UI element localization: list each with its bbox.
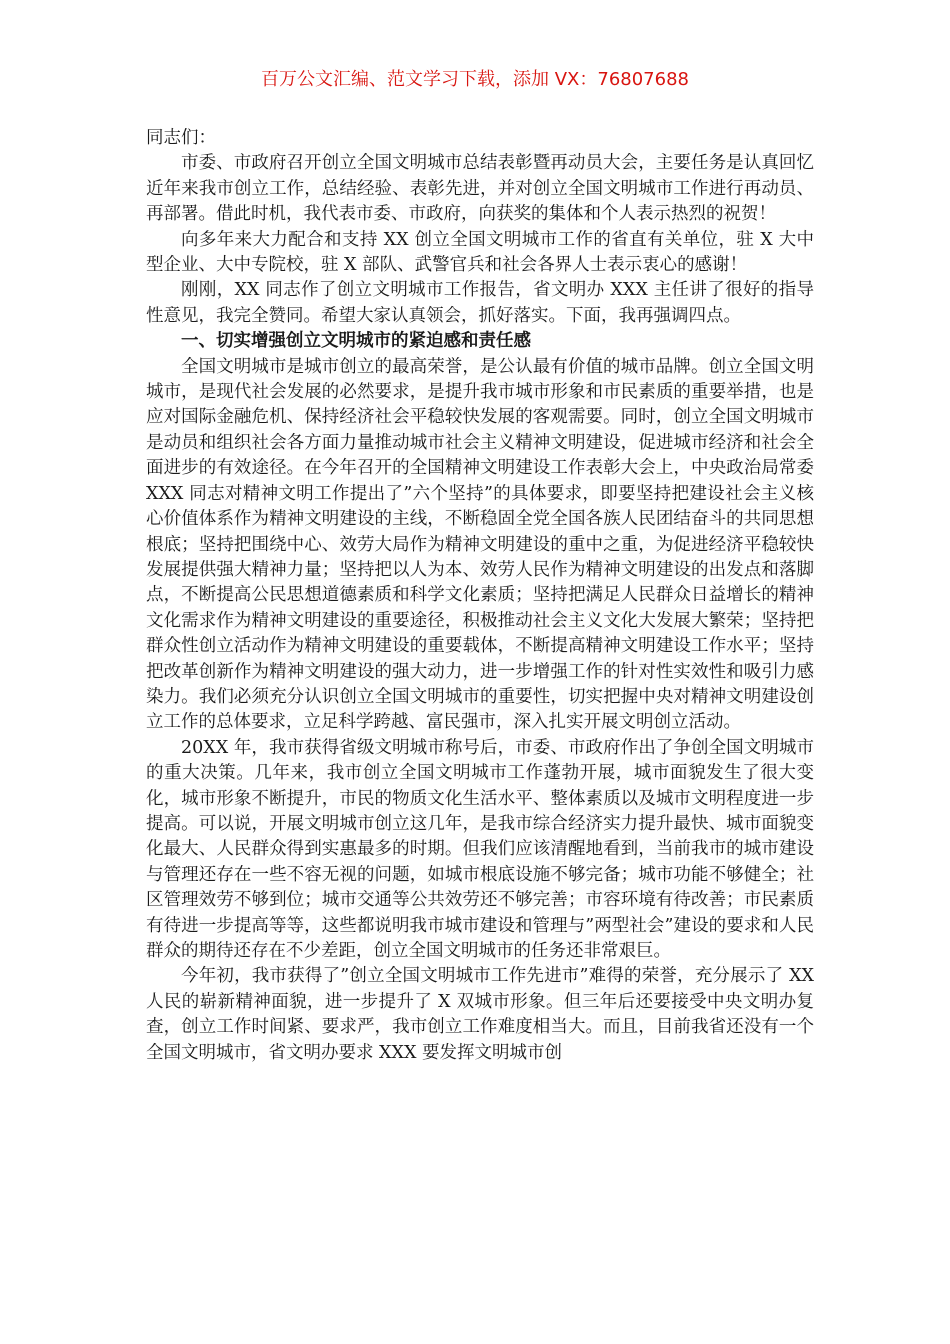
paragraph-thanks: 向多年来大力配合和支持 XX 创立全国文明城市工作的省直有关单位，驻 X 大中型企业、大中专院校，驻 X 部队、武警官兵和社会各界人士表示衷心的感谢！ — [146, 229, 814, 276]
paragraph-opening: 市委、市政府召开创立全国文明城市总结表彰暨再动员大会，主要任务是认真回忆近年来我市创立工作，总结经验、表彰先进，并对创立全国文明城市工作进行再动员、再部署。借此时机，我代表市委、市政府，向获奖的集体和个人表示热烈的祝贺！ — [146, 153, 814, 225]
paragraph-agreement: 刚刚，XX 同志作了创立文明城市工作报告，省文明办 XXX 主任讲了很好的指导性意见，我完全赞同。希望大家认真领会，抓好落实。下面，我再强调四点。 — [146, 280, 814, 326]
section-heading-1: 一、切实增强创立文明城市的紧迫感和责任感 — [181, 331, 531, 352]
salutation: 同志们： — [146, 128, 216, 148]
document-body — [146, 126, 814, 1066]
paragraph-section1-intro: 全国文明城市是城市创立的最高荣誉，是公认最有价值的城市品牌。创立全国文明城市，是现代社会发展的必然要求，是提升我市城市形象和市民素质的重要举措，也是应对国际金融危机、保持经济社会平稳较快发展的客观需要。同时，创立全国文明城市是动员和组织社会各方面力量推动城市社会主义精神文明建设，促进城市经济和社会全面进步的有效途径。在今年召开的全国精神文明建设工作表彰大会上，中央政治局常委 XXX 同志对精神文明工作提出了”六个坚持”的具体要求，即要坚持把建设社会主义核心价值体系作为精神文明建设的主线，不断稳固全党全国各族人民团结奋斗的共同思想根底；坚持把围绕中心、效劳大局作为精神文明建设的重中之重，为促进经济平稳较快发展提供强大精神力量；坚持把以人为本、效劳人民作为精神文明建设的出发点和落脚点，不断提高公民思想道德素质和科学文化素质；坚持把满足人民群众日益增长的精神文化需求作为精神文明建设的重要途径，积极推动社会主义文化大发展大繁荣；坚持把群众性创立活动作为精神文明建设的重要载体，不断提高精神文明建设工作水平；坚持把改革创新作为精神文明建设的强大动力，进一步增强工作的针对性实效性和吸引力感染力。我们必须充分认识创立全国文明城市的重要性，切实把握中央对精神文明建设创立工作的总体要求，立足科学跨越、富民强市，深入扎实开展文明创立活动。 — [146, 356, 814, 733]
paragraph-section1-current: 今年初，我市获得了”创立全国文明城市工作先进市”难得的荣誉，充分展示了 XX 人民的崭新精神面貌，进一步提升了 X 双城市形象。但三年后还要接受中央文明办复查，创立工作时间紧、要求严，我市创立工作难度相当大。而且，目前我省还没有一个全国文明城市，省文明办要求 XXX 要发挥文明城市创 — [146, 966, 814, 1063]
paragraph-section1-history: 20XX 年，我市获得省级文明城市称号后，市委、市政府作出了争创全国文明城市的重大决策。几年来，我市创立全国文明城市工作蓬勃开展，城市面貌发生了很大变化，城市形象不断提升，市民的物质文化生活水平、整体素质以及城市文明程度进一步提高。可以说，开展文明城市创立这几年，是我市综合经济实力提升最快、城市面貌变化最大、人民群众得到实惠最多的时期。但我们应该清醒地看到，当前我市的城市建设与管理还存在一些不容无视的问题，如城市根底设施不够完备；城市功能不够健全；社区管理效劳不够到位；城市交通等公共效劳还不够完善；市容环境有待改善；市民素质有待进一步提高等等，这些都说明我市城市建设和管理与”两型社会”建设的要求和人民群众的期待还存在不少差距，创立全国文明城市的任务还非常艰巨。 — [146, 737, 814, 961]
promo-banner: 百万公文汇编、范文学习下载，添加 VX：76807688 — [261, 69, 689, 90]
